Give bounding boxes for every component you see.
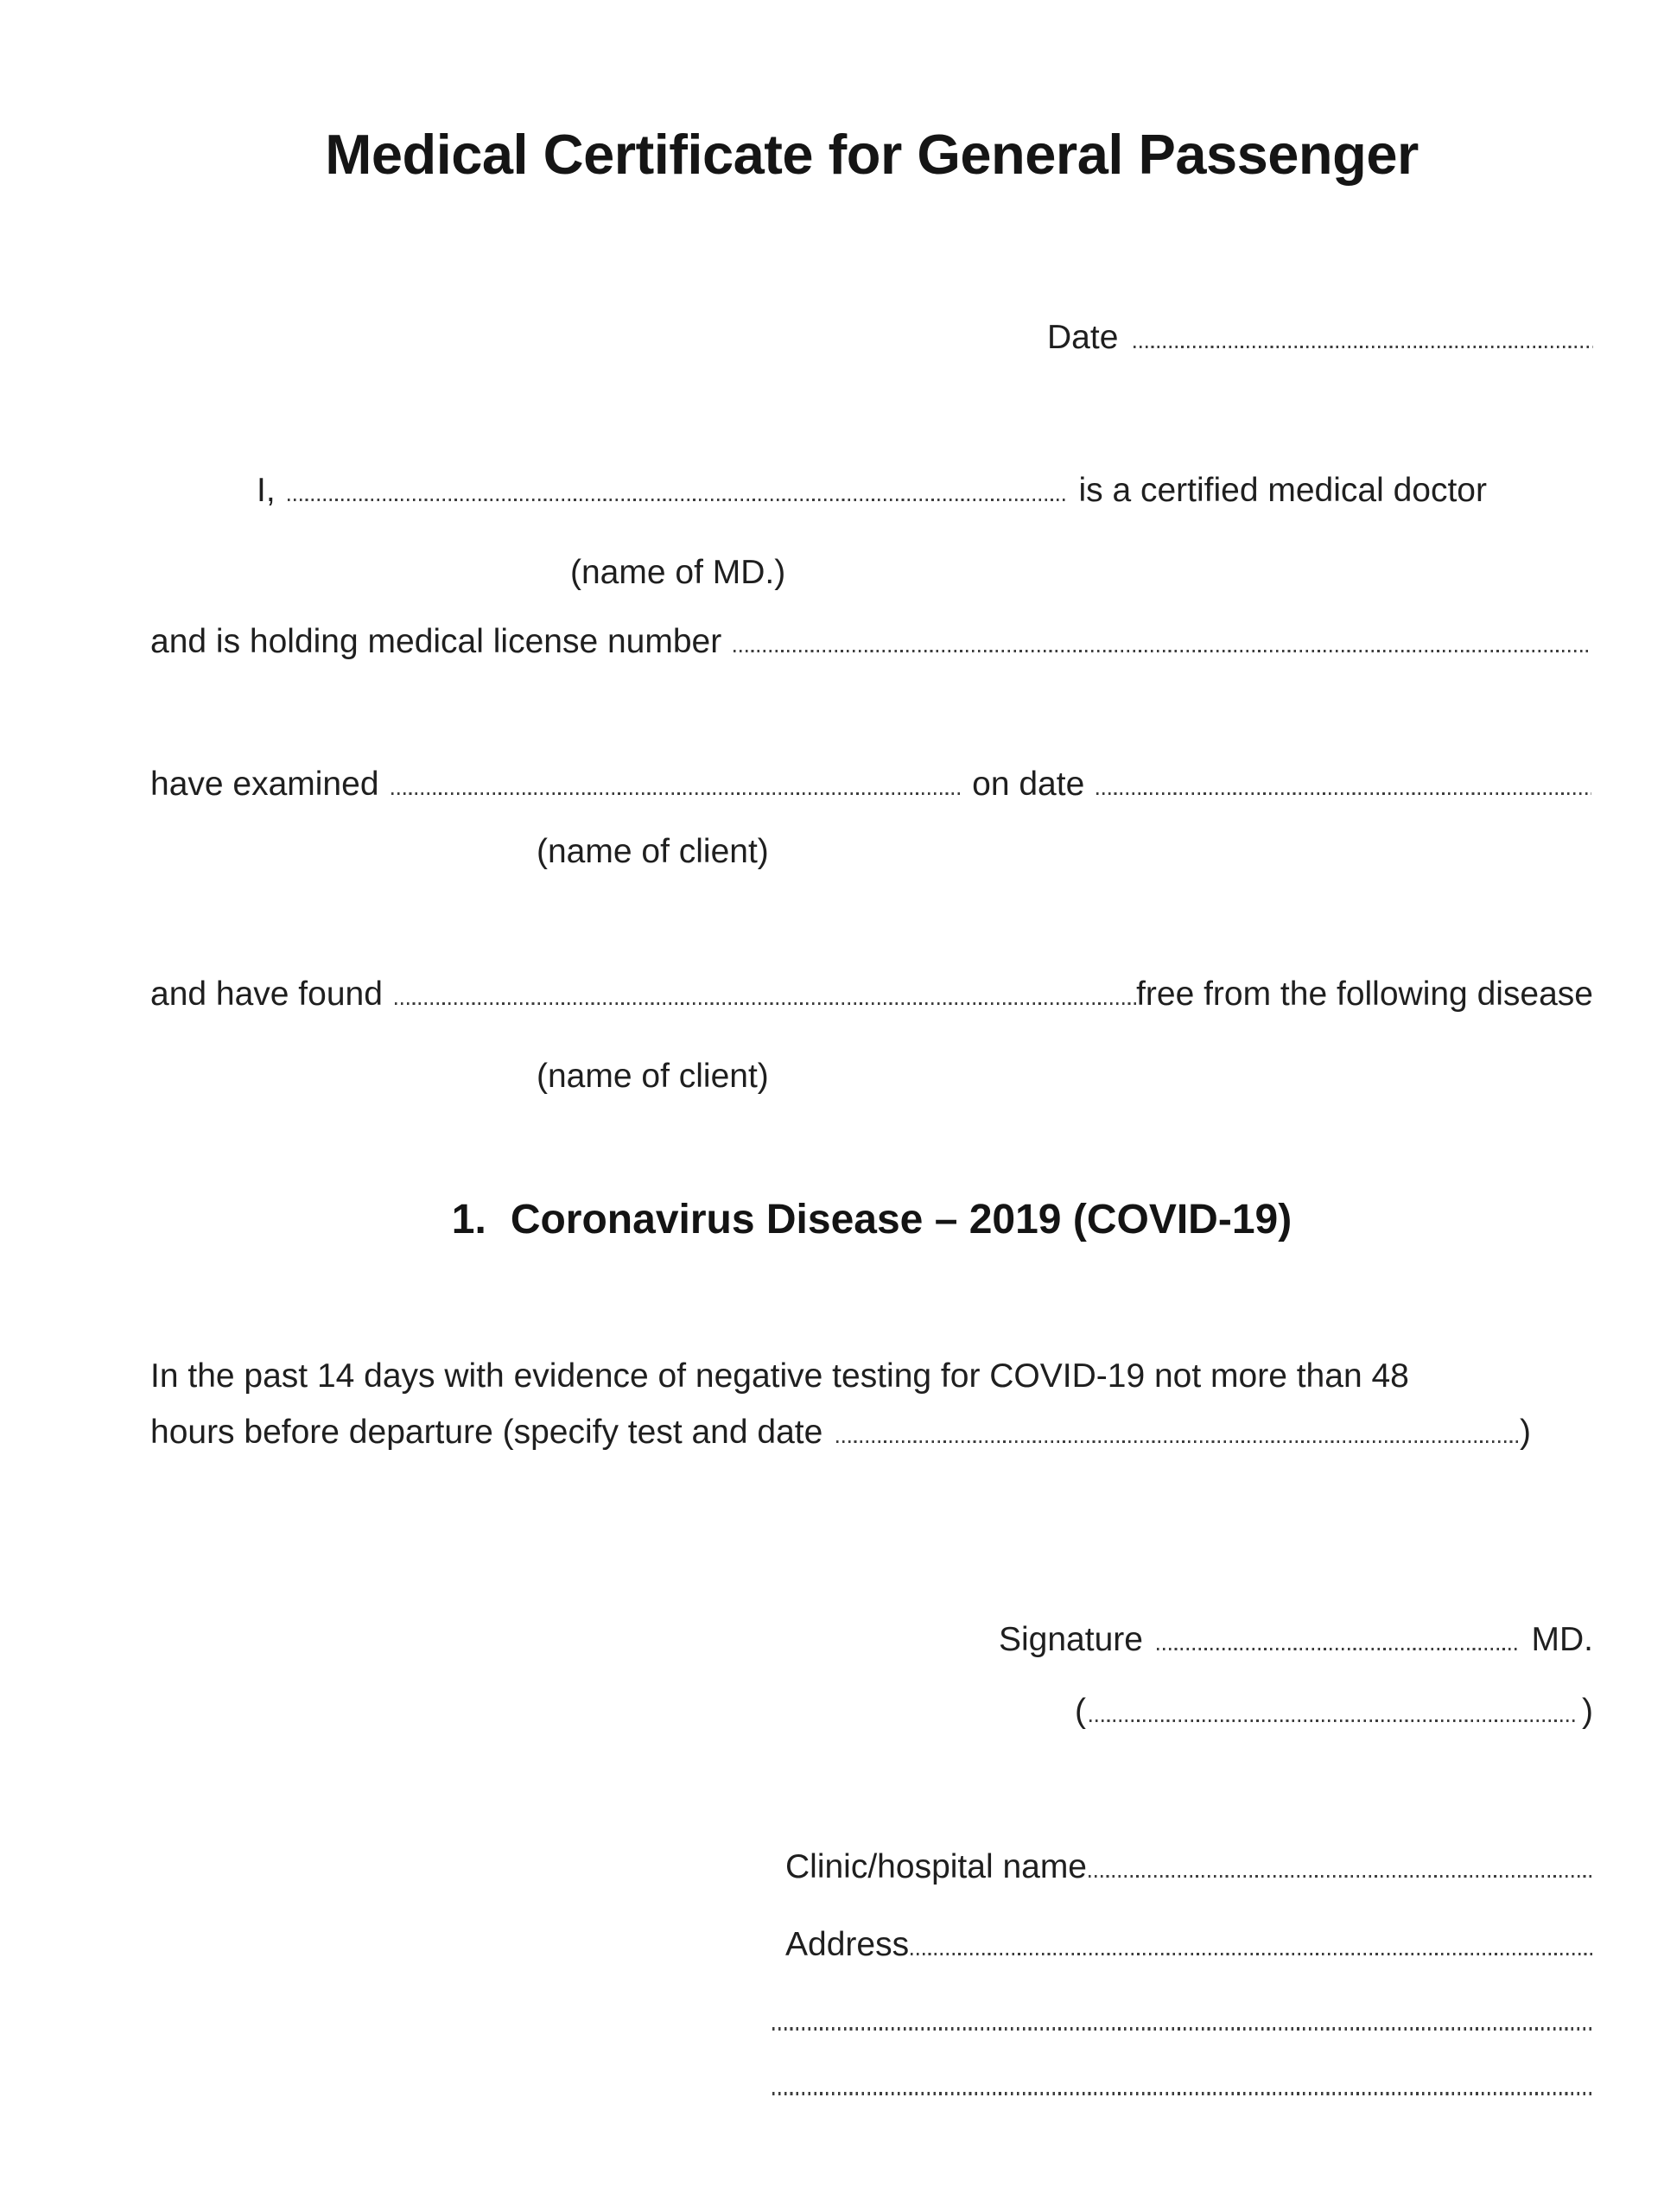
name-of-client-caption-2: (name of client) [537,1058,769,1095]
covid-section-heading [150,1195,1593,1244]
license-label: and is holding medical license number [150,623,722,660]
intro-prefix: I, [257,472,276,509]
md-suffix: MD. [1531,1621,1593,1658]
open-paren: ( [1075,1693,1086,1730]
signature-fill-line [1157,1648,1518,1651]
examined-date-fill-line [1096,792,1591,796]
address-fill-line [911,1953,1593,1956]
examined-name-fill-line [391,792,961,796]
date-field-row [1047,318,1593,358]
found-label: and have found [150,976,383,1013]
signature-name-fill-line [1089,1719,1578,1723]
section-title: Coronavirus Disease – 2019 (COVID-19) [510,1197,1292,1243]
signature-row [999,1620,1593,1660]
address-label: Address [785,1926,910,1963]
name-of-client-caption: (name of client) [537,833,769,870]
found-row [150,975,1593,1014]
clinic-name-row [785,1847,1593,1887]
name-of-md-caption: (name of MD.) [570,554,786,591]
document-title: Medical Certificate for General Passenger [325,123,1419,186]
specify-test-fill-line [836,1440,1518,1444]
found-suffix: free from the following disease [1136,976,1593,1013]
covid-paragraph-line2 [150,1404,1531,1460]
covid-paragraph-line1: In the past 14 days with evidence of negative testing for COVID-19 not more than 48 [150,1357,1409,1395]
license-number-row [150,622,1588,662]
license-fill-line [734,650,1588,653]
address-extra-fill-line-2 [772,2092,1593,2095]
close-paren: ) [1582,1693,1593,1730]
document-content [150,0,1593,2212]
covid-paragraph [150,1348,1531,1460]
date-label: Date [1047,319,1119,356]
intro-suffix: is a certified medical doctor [1078,472,1487,509]
found-name-fill-line [395,1002,1136,1006]
address-row [785,1925,1593,1965]
on-date-label: on date [972,766,1085,803]
signature-name-paren-row [1075,1692,1593,1732]
doctor-name-row [257,471,1487,511]
section-number: 1. [451,1197,486,1243]
specify-test-label: hours before departure (specify test and date [150,1414,823,1451]
examined-row [150,765,1591,804]
signature-label: Signature [999,1621,1143,1658]
date-fill-line [1134,346,1593,349]
address-extra-fill-line-1 [772,2027,1593,2031]
examined-label: have examined [150,766,379,803]
clinic-fill-line [1089,1875,1593,1878]
doctor-name-fill-line [288,499,1067,502]
clinic-label: Clinic/hospital name [785,1848,1088,1885]
close-paren-text: ) [1520,1414,1531,1451]
